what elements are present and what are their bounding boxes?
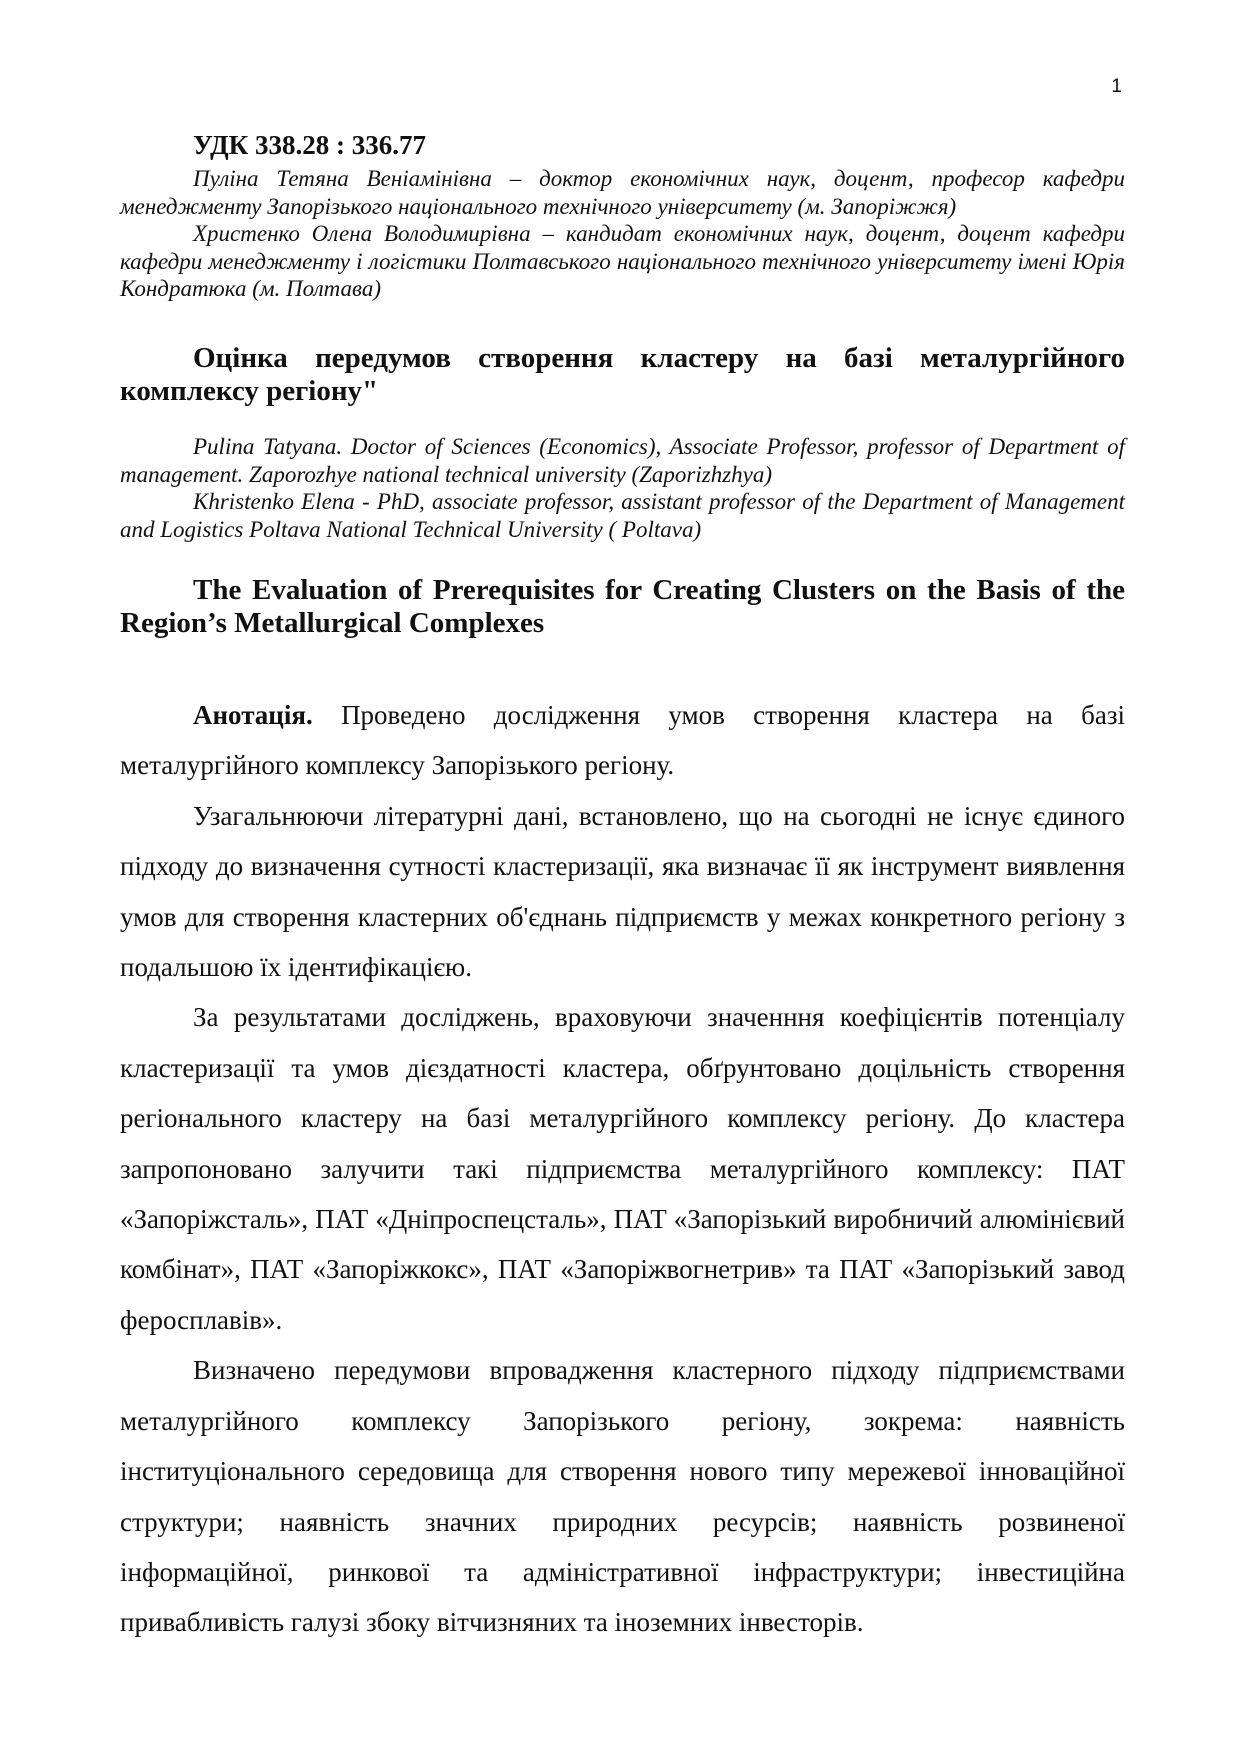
abstract-paragraph: Визначено передумови впровадження кластерного підходу підприємствами металургійного комплексу Запорізького регіону, зокрема: наявність інституціонального середовища для створення нового типу мережевої інноваційної структури; наявність значних природних ресурсів; наявність розвиненої інформаційної, ринкової та адміністративної інфраструктури; інвестиційна привабливість галузі збоку вітчизняних та іноземних інвесторів. <box>120 1355 1125 1638</box>
author-affiliation: Khristenko Elena - PhD, associate professor, assistant professor of the Department of Management and Logistics Poltava National Technical University ( Poltava) <box>120 489 1125 542</box>
title-english: The Evaluation of Prerequisites for Creating Clusters on the Basis of the Region’s Metallurgical Complexes <box>120 574 1125 639</box>
udk-code: УДК 338.28 : 336.77 <box>193 130 426 160</box>
abstract-text: Проведено дослідження умов створення кластера на базі металургійного комплексу Запорізького регіону. <box>120 700 1125 781</box>
page-number: 1 <box>1111 76 1122 97</box>
author-affiliation: Pulina Tatyana. Doctor of Sciences (Economics), Associate Professor, professor of Department of management. Zaporozhye national technical university (Zaporizhzhya) <box>120 434 1125 487</box>
abstract-label: Анотація. <box>193 700 313 730</box>
authors-ukrainian <box>120 165 1125 303</box>
authors-english <box>120 433 1125 543</box>
abstract-paragraph: Узагальнюючи літературні дані, встановлено, що на сьогодні не існує єдиного підходу до визначення сутності кластеризації, яка визначає її як інструмент виявлення умов для створення кластерних об'єднань підприємств у межах конкретного регіону з подальшою їх ідентифікацією. <box>120 800 1125 983</box>
abstract <box>120 690 1125 1648</box>
author-affiliation: Христенко Олена Володимирівна – кандидат економічних наук, доцент, доцент кафедри кафедри менеджменту і логістики Полтавського національного технічного університету імені Юрія Кондратюка (м. Полтава) <box>120 221 1125 301</box>
abstract-paragraph: За результатами досліджень, враховуючи значенння коефіцієнтів потенціалу кластеризації та умов дієздатності кластера, обґрунтовано доцільність створення регіонального кластеру на базі металургійного комплексу регіону. До кластера запропоновано залучити такі підприємства металургійного комплексу: ПАТ «Запоріжсталь», ПАТ «Дніпроспецсталь», ПАТ «Запорізький виробничий алюмінієвий комбінат», ПАТ «Запоріжкокс», ПАТ «Запоріжвогнетрив» та ПАТ «Запорізький завод феросплавів». <box>120 1002 1125 1335</box>
author-affiliation: Пуліна Тетяна Веніамінівна – доктор економічних наук, доцент, професор кафедри менеджменту Запорізького національного технічного університету (м. Запоріжжя) <box>120 166 1125 219</box>
abstract-paragraph <box>120 690 1125 791</box>
title-ukrainian: Оцінка передумов створення кластеру на базі металургійного комплексу регіону" <box>120 342 1125 407</box>
